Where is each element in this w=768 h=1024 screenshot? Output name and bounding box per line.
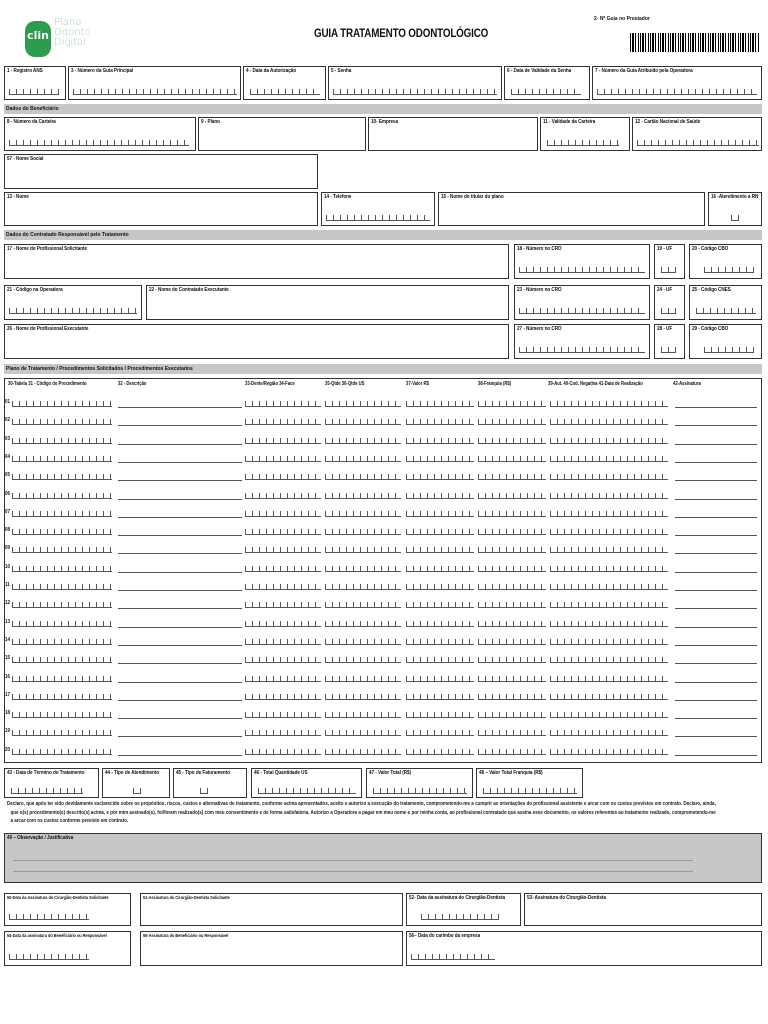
cell-descricao[interactable] xyxy=(118,590,242,591)
cell-dente-face[interactable] xyxy=(245,419,321,425)
row-number: 05 xyxy=(5,472,10,479)
field-plano[interactable]: 9 - Plano xyxy=(198,117,366,151)
cell-aut-data[interactable] xyxy=(550,438,668,444)
cell-qtde[interactable] xyxy=(325,749,401,755)
cell-codigo[interactable] xyxy=(12,529,112,535)
field-uf-contratado[interactable]: 24 - UF xyxy=(654,285,685,320)
cell-dente-face[interactable] xyxy=(245,547,321,553)
field-senha[interactable]: 5 - Senha xyxy=(328,66,502,100)
cell-franquia[interactable] xyxy=(478,566,546,572)
cell-dente-face[interactable] xyxy=(245,584,321,590)
field-assinatura-dentista[interactable]: 53- Assinatura do Cirurgião-Dentista xyxy=(524,893,762,926)
cell-dente-face[interactable] xyxy=(245,602,321,608)
cell-descricao[interactable] xyxy=(118,700,242,701)
cell-valor[interactable] xyxy=(406,621,474,627)
row-number: 16 xyxy=(5,673,10,680)
cell-dente-face[interactable] xyxy=(245,730,321,736)
cell-valor[interactable] xyxy=(406,511,474,517)
field-cartao-nacional-saude[interactable]: 12 - Cartão Nacional de Saúde xyxy=(632,117,762,151)
cell-assinatura[interactable] xyxy=(675,517,757,518)
cell-assinatura[interactable] xyxy=(675,718,757,719)
field-contratado-executante[interactable]: 22 - Nome do Contratado Executante xyxy=(146,285,509,320)
row-number: 10 xyxy=(5,563,10,570)
cell-dente-face[interactable] xyxy=(245,676,321,682)
field-profissional-executante[interactable]: 26 - Nome do Profissional Executante xyxy=(4,324,509,359)
field-validade-carteira[interactable]: 11 - Validade da Carteira xyxy=(540,117,630,151)
cell-valor[interactable] xyxy=(406,419,474,425)
col-valor: 37-Valor R$ xyxy=(406,381,429,387)
cell-codigo[interactable] xyxy=(12,419,112,425)
cell-assinatura[interactable] xyxy=(675,700,757,701)
cell-descricao[interactable] xyxy=(118,553,242,554)
row-number: 03 xyxy=(5,435,10,442)
row-number: 14 xyxy=(5,636,10,643)
cell-descricao[interactable] xyxy=(118,645,242,646)
field-telefone[interactable]: 14 - Telefone xyxy=(321,192,435,226)
cell-valor[interactable] xyxy=(406,676,474,682)
col-descricao: 32 - Descrição xyxy=(118,381,147,387)
cell-dente-face[interactable] xyxy=(245,621,321,627)
cell-codigo[interactable] xyxy=(12,621,112,627)
cell-valor[interactable] xyxy=(406,712,474,718)
col-tabela-codigo: 30-Tabela 31 - Código do Procedimento xyxy=(8,381,87,387)
cell-franquia[interactable] xyxy=(478,474,546,480)
cell-valor[interactable] xyxy=(406,529,474,535)
logo-mark: clin xyxy=(27,29,49,42)
field-assinatura-beneficiario[interactable]: 55-Assinatura do Beneficiário ou Responsável xyxy=(140,931,403,966)
cell-franquia[interactable] xyxy=(478,529,546,535)
cell-qtde[interactable] xyxy=(325,639,401,645)
cell-valor[interactable] xyxy=(406,438,474,444)
cell-assinatura[interactable] xyxy=(675,535,757,536)
cell-codigo[interactable] xyxy=(12,657,112,663)
row-number: 12 xyxy=(5,600,10,607)
cell-aut-data[interactable] xyxy=(550,602,668,608)
section-dados-beneficiario: Dados do Beneficiário xyxy=(4,104,762,114)
cell-dente-face[interactable] xyxy=(245,639,321,645)
cell-codigo[interactable] xyxy=(12,639,112,645)
cell-assinatura[interactable] xyxy=(675,608,757,609)
cell-valor[interactable] xyxy=(406,493,474,499)
cell-qtde[interactable] xyxy=(325,547,401,553)
field-total-quantidade-us[interactable]: 46 - Total Quantidade US xyxy=(251,768,362,798)
cell-aut-data[interactable] xyxy=(550,584,668,590)
field-empresa[interactable]: 10- Empresa xyxy=(368,117,538,151)
cell-dente-face[interactable] xyxy=(245,401,321,407)
cell-descricao[interactable] xyxy=(118,572,242,573)
col-aut-negativa-data: 39-Aut. 40-Cod. Negativa 41-Data de Realização xyxy=(548,381,643,387)
cell-franquia[interactable] xyxy=(478,438,546,444)
field-valor-total-franquia[interactable]: 48 – Valor Total Franquia (R$) xyxy=(476,768,583,798)
cell-dente-face[interactable] xyxy=(245,474,321,480)
cell-franquia[interactable] xyxy=(478,511,546,517)
field-cro-executante[interactable]: 27 - Número no CRO xyxy=(514,324,650,359)
row-number: 01 xyxy=(5,399,10,405)
barcode xyxy=(630,33,760,52)
cell-descricao[interactable] xyxy=(118,535,242,536)
cell-valor[interactable] xyxy=(406,547,474,553)
row-number: 08 xyxy=(5,527,10,534)
cell-valor[interactable] xyxy=(406,730,474,736)
col-qtde: 35-Qtde 36-Qtde US xyxy=(325,381,365,387)
cell-valor[interactable] xyxy=(406,639,474,645)
cell-franquia[interactable] xyxy=(478,456,546,462)
field-uf-solicitante[interactable]: 19 - UF xyxy=(654,244,685,279)
cell-descricao[interactable] xyxy=(118,663,242,664)
section-dados-contratado: Dados do Contratado Responsável pelo Tratamento xyxy=(4,230,762,240)
cell-dente-face[interactable] xyxy=(245,493,321,499)
cell-aut-data[interactable] xyxy=(550,712,668,718)
cell-aut-data[interactable] xyxy=(550,749,668,755)
cell-assinatura[interactable] xyxy=(675,572,757,573)
cell-aut-data[interactable] xyxy=(550,730,668,736)
cell-franquia[interactable] xyxy=(478,657,546,663)
cell-aut-data[interactable] xyxy=(550,493,668,499)
row-number: 11 xyxy=(5,582,10,588)
cell-qtde[interactable] xyxy=(325,529,401,535)
cell-aut-data[interactable] xyxy=(550,474,668,480)
cell-qtde[interactable] xyxy=(325,676,401,682)
cell-qtde[interactable] xyxy=(325,474,401,480)
cell-franquia[interactable] xyxy=(478,584,546,590)
field-data-assinatura-solicitante[interactable]: 50-Data da Assinatura do Cirurgião-Dentista Solicitante xyxy=(4,893,131,926)
field-observacao[interactable]: 49 – Observação / Justificativa xyxy=(4,833,762,883)
field-registro-ans[interactable]: 1 - Registro ANS xyxy=(4,66,66,100)
cell-valor[interactable] xyxy=(406,401,474,407)
row-number: 13 xyxy=(5,618,10,625)
guia-prestador-label: 2- Nº Guia no Prestador xyxy=(594,16,650,22)
cell-descricao[interactable] xyxy=(118,444,242,445)
cell-assinatura[interactable] xyxy=(675,627,757,628)
cell-assinatura[interactable] xyxy=(675,682,757,683)
row-number: 17 xyxy=(5,691,10,698)
cell-valor[interactable] xyxy=(406,474,474,480)
field-nome-social[interactable]: 57 - Nome Social xyxy=(4,154,318,189)
cell-valor[interactable] xyxy=(406,456,474,462)
cell-assinatura[interactable] xyxy=(675,407,757,408)
cell-valor[interactable] xyxy=(406,749,474,755)
cell-descricao[interactable] xyxy=(118,736,242,737)
cell-dente-face[interactable] xyxy=(245,694,321,700)
cell-descricao[interactable] xyxy=(118,462,242,463)
row-number: 20 xyxy=(5,746,10,753)
cell-assinatura[interactable] xyxy=(675,553,757,554)
field-cro-solicitante[interactable]: 18 - Número no CRO xyxy=(514,244,650,279)
cell-assinatura[interactable] xyxy=(675,480,757,481)
cell-codigo[interactable] xyxy=(12,511,112,517)
field-cro-contratado[interactable]: 23 - Número no CRO xyxy=(514,285,650,320)
cell-franquia[interactable] xyxy=(478,401,546,407)
cell-franquia[interactable] xyxy=(478,621,546,627)
cell-valor[interactable] xyxy=(406,657,474,663)
field-data-autorizacao[interactable]: 4 - Data da Autorização xyxy=(243,66,326,100)
cell-codigo[interactable] xyxy=(12,749,112,755)
cell-franquia[interactable] xyxy=(478,694,546,700)
cell-descricao[interactable] xyxy=(118,755,242,756)
cell-franquia[interactable] xyxy=(478,712,546,718)
field-data-termino[interactable]: 43 - Data de Término do Tratamento xyxy=(4,768,99,798)
cell-aut-data[interactable] xyxy=(550,621,668,627)
cell-codigo[interactable] xyxy=(12,730,112,736)
cell-aut-data[interactable] xyxy=(550,657,668,663)
cell-qtde[interactable] xyxy=(325,712,401,718)
cell-assinatura[interactable] xyxy=(675,755,757,756)
row-number: 09 xyxy=(5,545,10,552)
cell-codigo[interactable] xyxy=(12,712,112,718)
cell-descricao[interactable] xyxy=(118,682,242,683)
cell-franquia[interactable] xyxy=(478,602,546,608)
cell-codigo[interactable] xyxy=(12,694,112,700)
cell-descricao[interactable] xyxy=(118,425,242,426)
cell-descricao[interactable] xyxy=(118,407,242,408)
cell-assinatura[interactable] xyxy=(675,645,757,646)
field-uf-executante[interactable]: 28 - UF xyxy=(654,324,685,359)
cell-franquia[interactable] xyxy=(478,419,546,425)
cell-valor[interactable] xyxy=(406,566,474,572)
row-number: 19 xyxy=(5,728,10,735)
field-data-carimbo-empresa[interactable]: 56– Data do carimbo da empresa xyxy=(406,931,762,966)
cell-aut-data[interactable] xyxy=(550,676,668,682)
cell-qtde[interactable] xyxy=(325,493,401,499)
cell-valor[interactable] xyxy=(406,602,474,608)
field-tipo-atendimento[interactable]: 44 - Tipo de Atendimento xyxy=(102,768,170,798)
cell-dente-face[interactable] xyxy=(245,657,321,663)
cell-aut-data[interactable] xyxy=(550,566,668,572)
field-data-validade-senha[interactable]: 6 - Data de Validade da Senha xyxy=(504,66,590,100)
cell-assinatura[interactable] xyxy=(675,499,757,500)
cell-valor[interactable] xyxy=(406,694,474,700)
row-number: 07 xyxy=(5,508,10,515)
field-numero-guia-principal[interactable]: 3 - Número da Guia Principal xyxy=(68,66,241,100)
cell-codigo[interactable] xyxy=(12,456,112,462)
field-data-assinatura-dentista[interactable]: 52- Data da assinatura do Cirurgião-Dentista xyxy=(406,893,521,926)
cell-franquia[interactable] xyxy=(478,730,546,736)
cell-franquia[interactable] xyxy=(478,547,546,553)
cell-descricao[interactable] xyxy=(118,608,242,609)
cell-qtde[interactable] xyxy=(325,694,401,700)
page-title: GUIA TRATAMENTO ODONTOLÓGICO xyxy=(314,26,489,40)
cell-qtde[interactable] xyxy=(325,730,401,736)
cell-codigo[interactable] xyxy=(12,584,112,590)
cell-qtde[interactable] xyxy=(325,438,401,444)
row-number: 15 xyxy=(5,655,10,662)
cell-qtde[interactable] xyxy=(325,566,401,572)
cell-descricao[interactable] xyxy=(118,499,242,500)
field-tipo-faturamento[interactable]: 45 - Tipo de Faturamento xyxy=(173,768,247,798)
cell-codigo[interactable] xyxy=(12,474,112,480)
cell-valor[interactable] xyxy=(406,584,474,590)
cell-dente-face[interactable] xyxy=(245,749,321,755)
field-codigo-operadora[interactable]: 21 - Código na Operadora xyxy=(4,285,142,320)
cell-dente-face[interactable] xyxy=(245,529,321,535)
col-assinatura: 42-Assinatura xyxy=(673,381,701,387)
row-number: 06 xyxy=(5,490,10,497)
cell-codigo[interactable] xyxy=(12,602,112,608)
cell-dente-face[interactable] xyxy=(245,712,321,718)
cell-aut-data[interactable] xyxy=(550,511,668,517)
row-number: 02 xyxy=(5,417,10,424)
cell-aut-data[interactable] xyxy=(550,401,668,407)
cell-assinatura[interactable] xyxy=(675,444,757,445)
cell-assinatura[interactable] xyxy=(675,663,757,664)
cell-aut-data[interactable] xyxy=(550,694,668,700)
cell-qtde[interactable] xyxy=(325,456,401,462)
cell-qtde[interactable] xyxy=(325,401,401,407)
field-assinatura-solicitante[interactable]: 51-Assinatura do Cirurgião-Dentista Solicitante xyxy=(140,893,403,926)
cell-codigo[interactable] xyxy=(12,547,112,553)
cell-aut-data[interactable] xyxy=(550,456,668,462)
field-numero-guia-operadora[interactable]: 7 - Número da Guia Atribuído pela Operadora xyxy=(592,66,762,100)
field-cbo-solicitante[interactable]: 20 - Código CBO xyxy=(689,244,762,279)
cell-franquia[interactable] xyxy=(478,493,546,499)
logo-wordmark: Plano Odonto Digital xyxy=(54,17,91,48)
cell-codigo[interactable] xyxy=(12,676,112,682)
col-dente-face: 33-Dente/Região 34-Face xyxy=(245,381,295,387)
cell-assinatura[interactable] xyxy=(675,425,757,426)
cell-qtde[interactable] xyxy=(325,602,401,608)
cell-franquia[interactable] xyxy=(478,639,546,645)
cell-assinatura[interactable] xyxy=(675,462,757,463)
cell-aut-data[interactable] xyxy=(550,547,668,553)
field-valor-total[interactable]: 47 - Valor Total (R$) xyxy=(366,768,473,798)
cell-qtde[interactable] xyxy=(325,584,401,590)
cell-dente-face[interactable] xyxy=(245,511,321,517)
cell-dente-face[interactable] xyxy=(245,566,321,572)
cell-qtde[interactable] xyxy=(325,621,401,627)
col-franquia: 38-Franquia (R$) xyxy=(478,381,512,387)
cell-franquia[interactable] xyxy=(478,676,546,682)
cell-codigo[interactable] xyxy=(12,566,112,572)
cell-codigo[interactable] xyxy=(12,401,112,407)
cell-descricao[interactable] xyxy=(118,627,242,628)
cell-descricao[interactable] xyxy=(118,480,242,481)
cell-qtde[interactable] xyxy=(325,657,401,663)
row-number: 18 xyxy=(5,710,10,717)
cell-aut-data[interactable] xyxy=(550,529,668,535)
cell-dente-face[interactable] xyxy=(245,456,321,462)
section-plano-tratamento: Plano de Tratamento / Procedimentos Solicitados / Procedimentos Executados xyxy=(4,364,762,374)
field-data-assinatura-beneficiario[interactable]: 54-Data da assinatura do Beneficiário ou Responsável xyxy=(4,931,131,966)
field-atendimento-rn[interactable]: 16 -Atendimento a RN xyxy=(708,192,762,226)
row-number: 04 xyxy=(5,453,10,460)
declaration-text: Declaro, que após ter sido devidamente esclarecido sobre os propósitos, riscos, custos e alternativas de tratamento, conforme acima apresentados, aceito e autorizo a execução do tratamento, comprometendo-me a cumprir as orientações do profissional assistente e arcar com os custos previstos em contrato. Declaro, ainda, que o(s) procedimento(s) descrito(s) acima, e por mim assinado(s), foi/foram realizado(s) com meu consentimento e de forma satisfatória. Autorizo a Operadora a pagar em meu nome e por minha conta, ao profissional contratado que assina esse documento, os valores referentes ao tratamento realizado, comprometendo-me a arcar com os custos conforme previsto em contrato. xyxy=(7,801,716,825)
cell-codigo[interactable] xyxy=(12,493,112,499)
cell-assinatura[interactable] xyxy=(675,736,757,737)
clin-logo-badge xyxy=(25,21,51,57)
cell-qtde[interactable] xyxy=(325,419,401,425)
cell-qtde[interactable] xyxy=(325,511,401,517)
cell-aut-data[interactable] xyxy=(550,639,668,645)
cell-franquia[interactable] xyxy=(478,749,546,755)
field-codigo-cnes[interactable]: 25 - Código CNES xyxy=(689,285,762,320)
field-profissional-solicitante[interactable]: 17 - Nome do Profissional Solicitante xyxy=(4,244,509,279)
field-nome-titular[interactable]: 15 - Nome do titular do plano xyxy=(438,192,705,226)
cell-dente-face[interactable] xyxy=(245,438,321,444)
cell-aut-data[interactable] xyxy=(550,419,668,425)
field-cbo-executante[interactable]: 29 - Código CBO xyxy=(689,324,762,359)
cell-codigo[interactable] xyxy=(12,438,112,444)
field-nome[interactable]: 13 - Nome xyxy=(4,192,318,226)
cell-descricao[interactable] xyxy=(118,718,242,719)
field-numero-carteira[interactable]: 8 - Número da Carteira xyxy=(4,117,196,151)
cell-assinatura[interactable] xyxy=(675,590,757,591)
cell-descricao[interactable] xyxy=(118,517,242,518)
